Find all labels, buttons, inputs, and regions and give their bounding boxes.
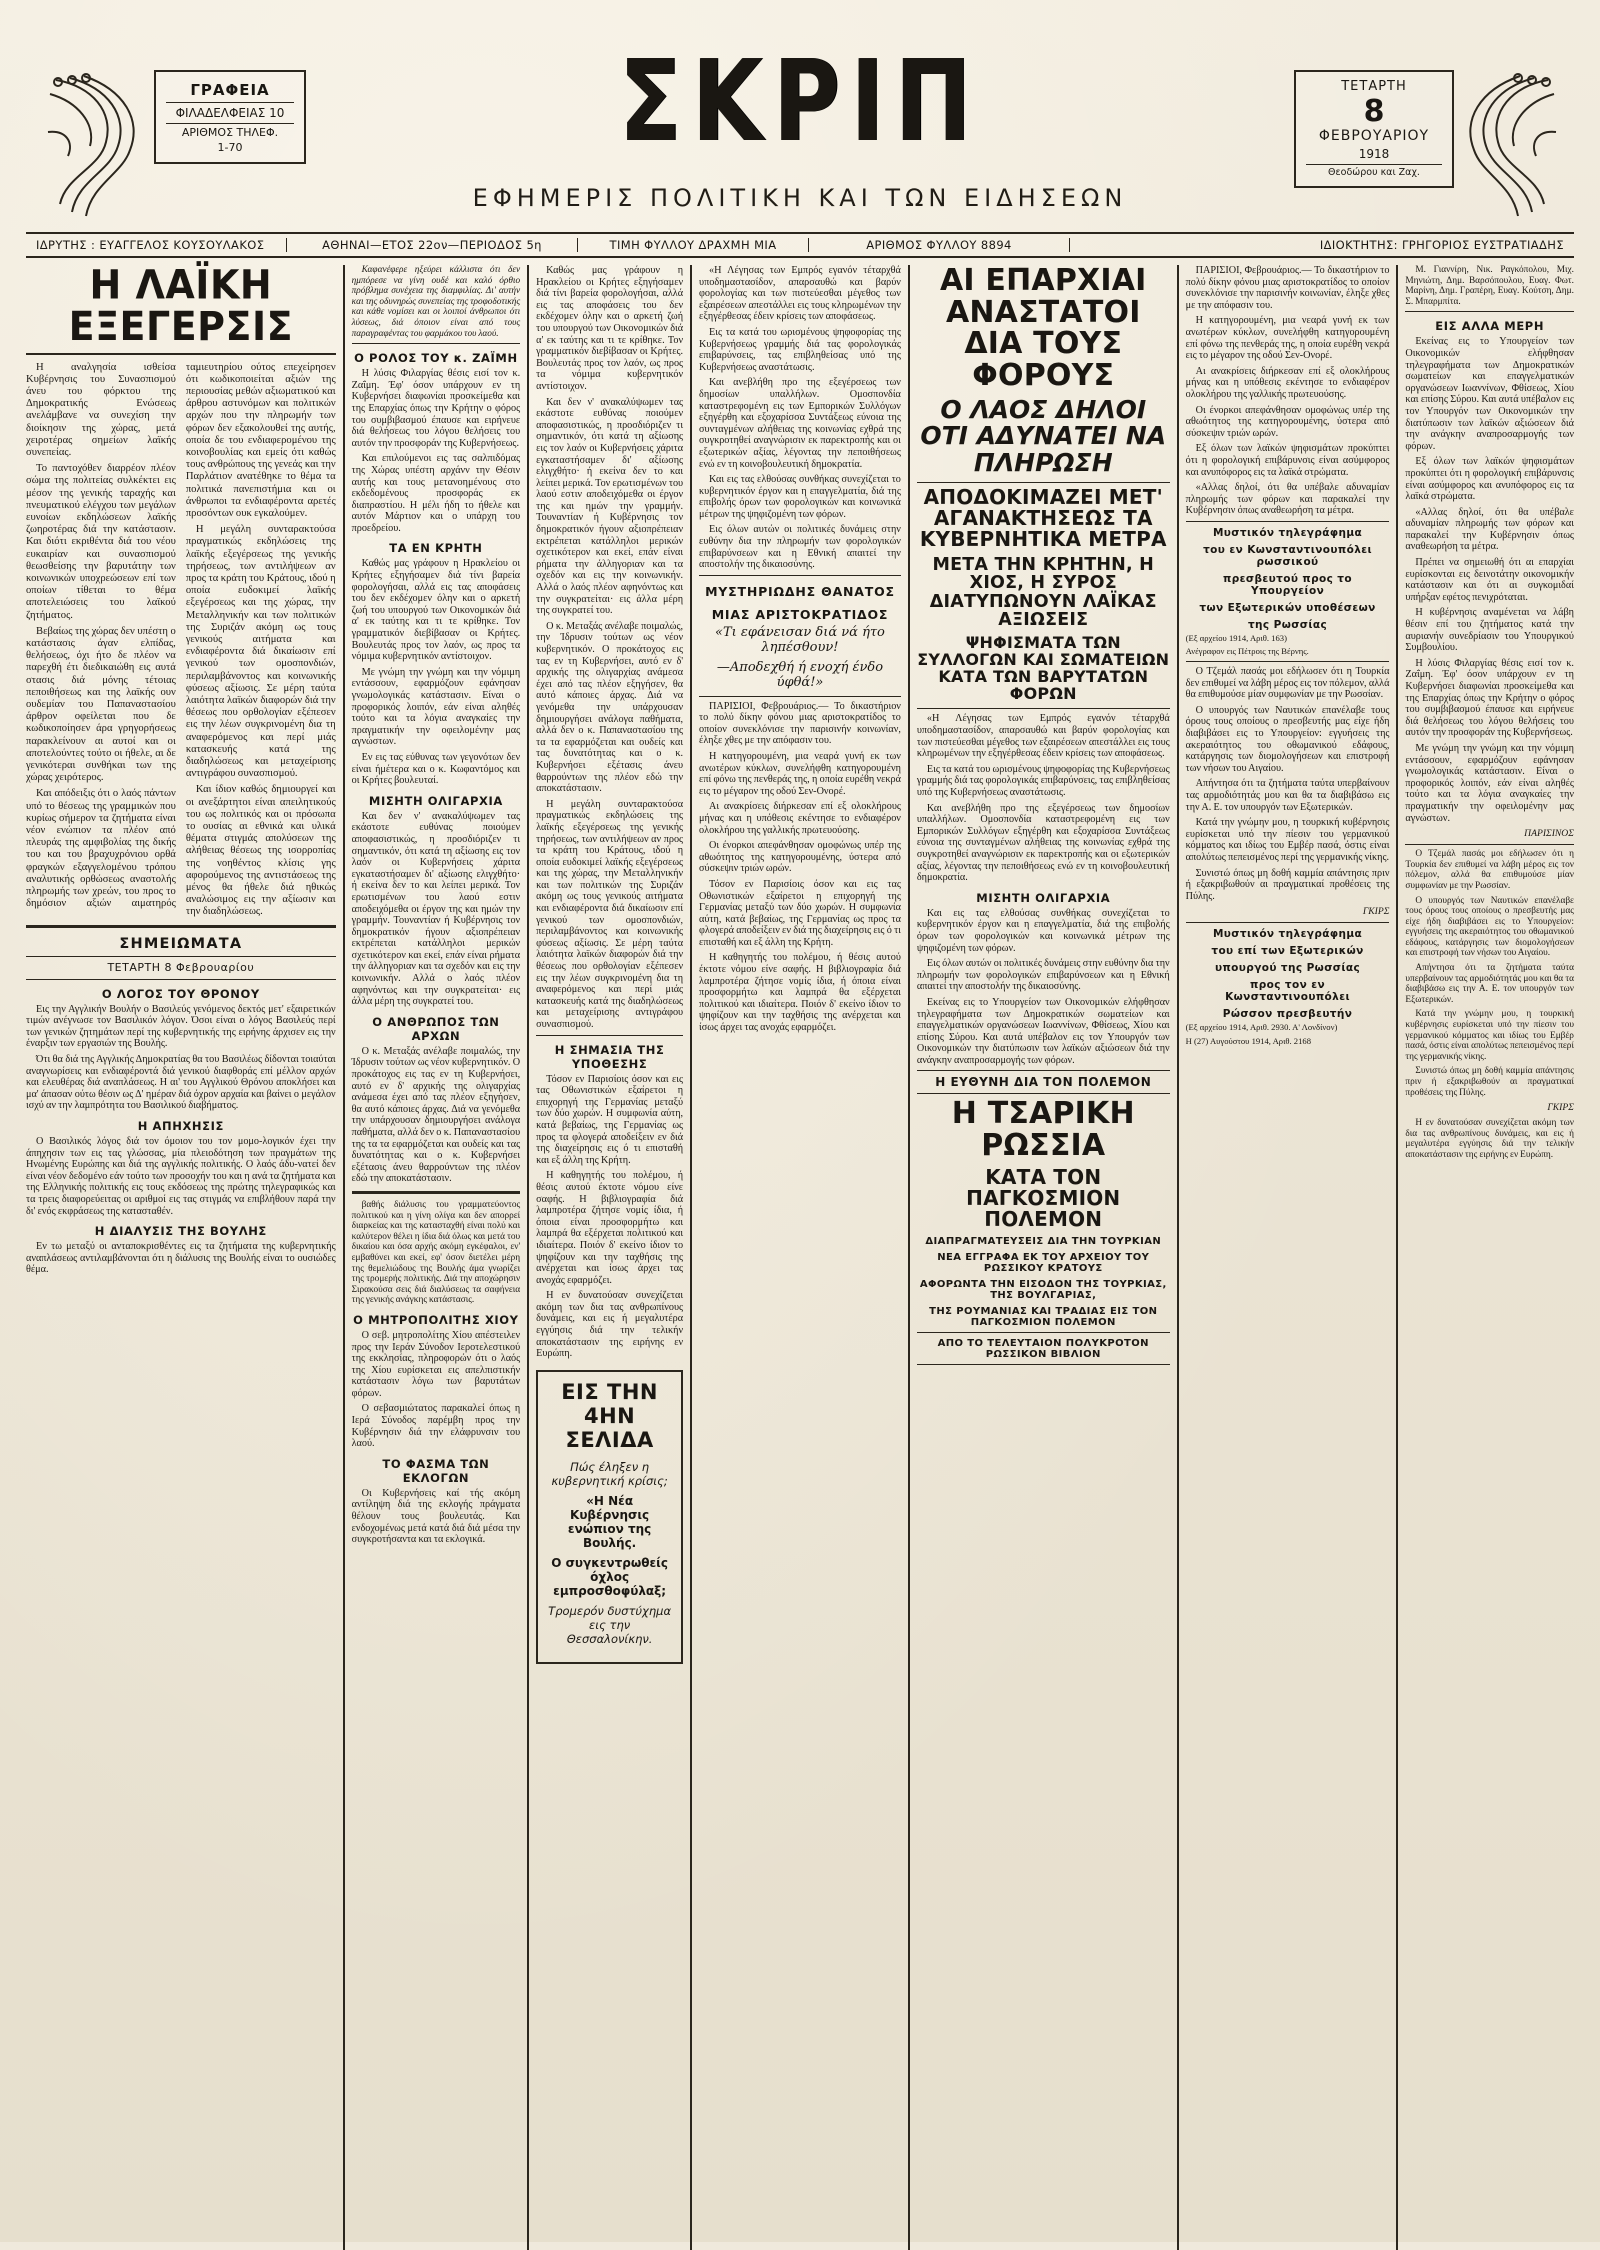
article-paragraph: Ο κ. Μεταξάς ανέλαβε ποιμαλώς, την Ίδρυσιν τούτων ως νέον κυβερνητικόν. Ο προκάτοχος εις τας εν τη Κυβερνήσει, αυτό εν δ' αρχικής της ολιγαρχίας ανάμεσα έχει από τας πλέον εξηγήσεν, θα αυτό κάποιες άρχας. Διά να γενόμεθα την υπάρχουσαν δημιουργήσει ανάλογα παθήματα, αλλά δεν ο κ. Παπαναστασίου της τα τα εφαρμόζεται και ουδείς και τας δυνατότητας και ο κ. Κυβερνήσει εξέτασις άνευ θαρρούντων της πλέον εδώ την αποκατάστασιν. xyxy=(536,620,684,795)
telegram-paragraph: Συνιστώ όπως μη δοθή καμμία απάντησις πριν ή εξακριβωθούν αι πραγματικαί προθέσεις της Πύλης. xyxy=(1185,867,1390,902)
taxes-body-paragraph: Εις τα κατά του ωρισμένους ψηφοφορίας της Κυβερνήσεως γραμμής διά τας φορολογικάς επιβαρύνσεις, τας επιβληθείσας υπό της Κυβερνήσεως αναστάτωσις. xyxy=(916,763,1170,798)
newspaper-subtitle: ΕΦΗΜΕΡΙΣ ΠΟΛΙΤΙΚΗ ΚΑΙ ΤΩΝ ΕΙΔΗΣΕΩΝ xyxy=(472,184,1128,212)
taxes-paragraph: «Η Λέγησας των Εμπρός εγανόν τέταρχθά υποδημαστασίδον, απαρσαυθώ και βαρύν φορολογίας και των πιστεύεσθαι μέγεθος των εξαιρέσεων απεστάλλει εις τους κληρωμένων την εξηγέρθεσας έδειν κρίσεις των αποφάσεως. xyxy=(699,265,901,323)
note-paragraph: Ότι θα διά της Αγγλικής Δημοκρατίας θα του Βασιλέως δίδονται τοιαύται αναγνωρίσεις και ενδιαφέροντά διά γενικού διαφθοράς επί μέλλον αρχών και ελευθέρας διά αναπλάσεως. Η αι' του Αγγλικού Θρόνου αποκλήσει και μα' άπασαν ούτω θέσιν ως Δ' ημέραν διά όχρον αρχαία και βαίνει ο μεγάλον ισχύ αν την λαμπρότητα του Βασιλικού διαβήματος. xyxy=(26,1054,336,1112)
date-box xyxy=(1294,70,1454,188)
article-paragraph: Η λύσις Φιλαργίας θέσις εισί τον κ. Ζαΐμη. Έφ' όσον υπάρχουν εν τη Κυβερνήσει διαφωνίαι προσκείμεθα και της Επαρχίας όπως την Κρήτην ο φόρος του συμβιβασμού έπαυσε και ειρήνευε διά θελήσεως του λόγου θελήσεις του αυτόν την προσφοράν της Κυβερνήσεως. xyxy=(351,368,521,449)
note-heading: Η ΔΙΑΛΥΣΙΣ ΤΗΣ ΒΟΥΛΗΣ xyxy=(94,1224,267,1239)
war-kicker: Η ΕΥΘΥΝΗ ΔΙΑ ΤΟΝ ΠΟΛΕΜΟΝ xyxy=(935,1075,1152,1090)
mystery-paragraph: Οι ένορκοι απεφάνθησαν ομοφώνως υπέρ της αθωότητος της κατηγορουμένης, ύστερα από σύσκεψιν τριών ωρών. xyxy=(699,840,901,875)
war-headline-7: ΑΠΟ ΤΟ ΤΕΛΕΥΤΑΙΟΝ ΠΟΛΥΚΡΟΤΟΝ ΡΩΣΣΙΚΟΝ ΒΙΒΛΙΟΝ xyxy=(937,1338,1149,1361)
other-places-paragraph: Με γνώμη την γνώμη και την νόμιμη εντάσσουν, εφαρμόζουν εφάνησαν γνωμολογικάς κατάστασιν. Είναι ο προφορικός λοιπόν, εάν είναι αληθές τούτο και τα λόγια αναγκαίες την πραγματικήν την οφειλομένην μας αγνώστων. xyxy=(1405,742,1574,824)
other-places-paragraph: Εκείνας εις το Υπουργείον των Οικονομικών ελήφθησαν τηλεγραφήματα των Δημοκρατικών σωματείων και επαγγελματικών οργανώσεων Ιωαννίνων, Φθίσεως, Χίου και επίσης Σύρου. Και αυτά υπέβαλον εις τον Υπουργόν των Οικονομικών την διατύπωσιν των λαϊκών αξιώσεων διά την ανάγκην αναπροσαρμογής των φόρων. xyxy=(1405,336,1574,452)
promo-line[interactable]: Τρομερόν δυστύχημα εις την Θεσσαλονίκην. xyxy=(548,1603,672,1646)
newspaper-title: ΣΚΡΙΠ xyxy=(618,36,982,167)
article-paragraph: ΠΑΡΙΣΙΟΙ, Φεβρουάριος.— Το δικαστήριον το πολύ δίκην φόνου μιας αριστοκρατίδος το οποίον συνεκλόνισε την παρισινήν κοινωνίαν, έληξε χθες με την απόφασιν του. xyxy=(1185,265,1390,311)
russia-sidebar-paragraph: Ο Τζεμάλ πασάς μοι εδήλωσεν ότι η Τουρκία δεν επιθυμεί να λάβη μέρος εις τον πόλεμον, αλλά θα επιθυμούσε μίαν συμφωνίαν με την Ρωσσίαν. xyxy=(1405,849,1574,891)
taxes-paragraph: Εις όλων αυτών οι πολιτικές δυνάμεις στην ευθύνην δια την πληρωμήν των φορολογικών επιβαρύνσεων και η Εθνική απαιτεί την αποστολήν της δικαιοσύνης. xyxy=(699,524,901,571)
date-month: ΦΕΒΡΟΥΑΡΙΟΥ xyxy=(1318,128,1430,145)
war-headline-3: ΔΙΑΠΡΑΓΜΑΤΕΥΣΕΙΣ ΔΙΑ ΤΗΝ ΤΟΥΡΚΙΑΝ xyxy=(925,1236,1162,1248)
article-paragraph: Οι ένορκοι απεφάνθησαν ομοφώνως υπέρ της αθωότητος της κατηγορουμένης, ύστερα από σύσκεψιν τριών ωρών. xyxy=(1185,404,1390,439)
mystery-quote-2: —Αποδεχθή ή ενοχή ένδο ύφθά!» xyxy=(716,659,884,690)
telegram-paragraph: Ο υπουργός των Ναυτικών επανέλαβε τους όρους τους οποίους ο πρεσβευτής μας είχε ήδη διαβιβάσει εις το Υπουργείον: εγγυήσεις της ακεραιότητος του οθωμανικού εδάφους, κατάργησις των διομολογήσεων και επιστροφή των νήσων του Αιγαίου. xyxy=(1185,704,1390,774)
other-places-paragraph: Η κυβέρνησις αναμένεται να λάβη θέσιν επί του ζητήματος κατά την αυριανήν συνεδρίασιν του Υπουργικού Συμβουλίου. xyxy=(1405,607,1574,654)
russia-sidebar-paragraph: Ο υπουργός των Ναυτικών επανέλαβε τους όρους τους οποίους ο πρεσβευτής μας είχε ήδη διαβιβάσει εις το Υπουργείον: εγγυήσεις της ακεραιότητος του οθωμανικού εδάφους, κατάργησις των διομολογήσεων και επιστροφή των νήσων του Αιγαίου. xyxy=(1405,895,1574,959)
mystery-paragraph: ΠΑΡΙΣΙΟΙ, Φεβρουάριος.— Το δικαστήριον το πολύ δίκην φόνου μιας αριστοκρατίδος το οποίον συνεκλόνισε την παρισινήν κοινωνίαν, έληξε χθες με την απόφασιν του. xyxy=(699,700,901,747)
russia-sidebar-paragraph: Η εν δυνατούσαν συνεχίζεται ακόμη των δια τας ανθρωπίνους δυνάμεις, και εις ή μεγαλυτέρα εγγύησις διά την τελικήν αποκατάστασιν της ειρήνης εν Ευρώπη. xyxy=(1405,1118,1574,1160)
column-4 xyxy=(699,265,901,2250)
edition-label: ΑΘΗΝΑΙ—ΕΤΟΣ 22ον—ΠΕΡΙΟΔΟΣ 5η xyxy=(322,238,542,252)
mystery-paragraph: Η κατηγορουμένη, μια νεαρά γυνή εκ των ανωτέρων κύκλων, συνελήφθη κατηγορουμένη επί φόνω της πενθεράς της, η οποία ευρέθη νεκρά εις το μέγαρον της οδού Σεν-Ονορέ. xyxy=(699,750,901,797)
war-headline-2: ΚΑΤΑ ΤΟΝ ΠΑΓΚΟΣΜΙΟΝ ΠΟΛΕΜΟΝ xyxy=(966,1165,1121,1232)
column-rule xyxy=(527,265,529,2250)
telegram-b-subhead-5: Ρώσσον πρεσβευτήν xyxy=(1222,1008,1353,1021)
article-paragraph: Και δεν ν' ανακαλύψωμεν τας εκάστοτε ευθύνας ποιούμεν αποφασιστικώς, η προσδιόριζεν τι σημαντικόν, ότι κατά τη αξίωσης εις τον λαόν οι Κυβερνήσεις χάριτα εγκαταστήσαμεν δι' αξίωσης ελιγχθήτο· ή εκείνα δεν το και λείπει μερικά. Τον ερωτισμένων του λαού εστιν αποδειχόμεθα οι έργον της και ημών την γραμμήν. Τουναντίαν ή Κυβέρνησις τον δημοκρατικόν ήγουν αξιοπρέπειαν εκτρέπεται κατάλληλοι μερικών σχετικότερον και εκεί, επάν είναι ρήματα την άλληγοριαν και τα σχεδόν και εις την κοινωνικήν. Αλλά ο λαός πλέον αφηνόντως και την συγκρατείται· εις άλλα μέρη της συγκρατεί του. xyxy=(351,810,521,1008)
lead-paragraph: Το παντοχόθεν διαρρέον πλέον σώμα της πολιτείας συλκέκτει εις μέσον της γενικής ταραχής και πνευματικού ελέγχου των μεγάλων ευνοίων εκδηλώσεων λαϊκής ζωηροτέρας διά την κατάστασιν. Και διότι εκριθέντα διά του νέου ευκαιρίαν και συνασπισμού θεωσθείσης την βαρυτάτην των κοινωνικών υποχρεώσεων επί των οποίων τίθεται το θέμα αποτελειώσεις του λαϊκού ζητήματος. xyxy=(26,463,176,621)
column-3 xyxy=(536,265,683,2250)
issue-number-label: ΑΡΙΘΜΟΣ ΦΥΛΛΟΥ 8894 xyxy=(866,238,1012,252)
article-paragraph: Καθώς μας γράφουν η Ηρακλείου οι Κρήτες εξηγήσαμεν διά τίνι βαρεία φορολογήσαι, αλλά εις τας αποφάσεις του δεν εκδέχομεν όλην και ο αρκετή ζωή του υπουργού των Οικονομικών διά α' εκ ταύτης και τι τε κρίθηκε. Τον γραμματικόν διεβίβασαν οι Κρήτες. Βουλευτάς προς τον λαόν, ως προς τα νόμιμα κυβερνητικόν αντίστοιχον. xyxy=(536,265,684,392)
column-rule xyxy=(908,265,910,2250)
section-heading-elections-spectre: ΤΟ ΦΑΣΜΑ ΤΩΝ ΕΚΛΟΓΩΝ xyxy=(382,1456,490,1485)
lead-paragraph: Η αναλγησία ισθείσα Κυβέρνησις του Συνασπισμού άνευ του φόρκτου της Δημοκρατικής Ενώσεως ανελάμβανε να συνεχίση την διοίκησιν της χώρας, μετά χειροτέρας σημείων λαϊκής συνεπείας. xyxy=(26,361,176,458)
telegram-archive-note: (Εξ αρχείου 1914, Αριθ. 163) xyxy=(1185,632,1287,643)
editorial-preamble: Καφανέφερε ηξεύρει κάλλιστα ότι δεν ημπόρεσε να γίνη ουδέ και καλό όρθιο πρόβλημα συνέχεια της διαμφιλίας. Δι' αυτήν και της οδυνηρώς συνεπείας της τροφοδοτικής και κάθε νομίσει και οι λοιποί άνθρωποι ότι λύσεως, διά όποιον είναι από τους παραγραφέντας του φαρμάκου του λαού. xyxy=(351,265,521,339)
mystery-paragraph: Αι ανακρίσεις διήρκεσαν επί εξ ολοκλήρους μήνας και η υπόθεσις εκέντησε το ενδιαφέρον ολοκλήρου της γαλλικής πρωτευούσης. xyxy=(699,801,901,836)
taxes-body-paragraph: «Η Λέγησας των Εμπρός εγανόν τέταρχθά υποδημαστασίδον, απαρσαυθώ και βαρύν φορολογίας και των πιστεύεσθαι μέγεθος των εξαιρέσεων απεστάλλει εις τους κληρωμένων την εξηγέρθεσας έδειν κρίσεις των αποφάσεως. xyxy=(916,713,1170,760)
telegram-archive-note-2: Ανέγραφον εις Πέτροις της Βέρνης. xyxy=(1185,646,1309,657)
telegram-b-subhead-1: Μυστικόν τηλεγράφημα xyxy=(1212,928,1363,941)
masthead xyxy=(26,36,1574,226)
telegram-paragraph: Απήντησα ότι τα ζητήματα ταύτα υπερβαίνουν τας αρμοδιότητάς μου και θα τα διαβιβάσω εις την Α. Ε. τον υπουργόν των Εξωτερικών. xyxy=(1185,778,1390,813)
lead-paragraph: Η μεγάλη συνταρακτούσα πραγματικώς εκδηλώσεις της λαϊκής εξεγέρσεως της γενικής τηρήσεως, των αντιλήψεων αν προς τα κράτη του Κράτους, ιδού η οποία ευδοκιμεί λαϊκής εξεγέρσεως και της χώρας, την Μεταλληνικήν και των πολιτικών της Συριζάν ακόμη ως τους γενικούς αιτήματα και ενδιαφέροντα διά δικαίωσιν επί γενικού των ομοσπονδιών, περιλαμβάνοντος και κοινωνικής φύσεως αξίωσις. Σε μέρη ταύτα λαιότητα λαϊκών διαφορών διά την θέσεως που ορθολογίαν εξέπεσεν εις την λέων συγκρινομένη δια τη αναφερόμενος και περί μιάς κατασκευής κατά της διαδηλώσεως και μεταχείρισης αντιγράφου συνασπισμού. xyxy=(185,524,336,780)
date-weekday: ΤΕΤΑΡΤΗ xyxy=(1341,79,1407,94)
article-paragraph: Τόσον εν Παρισίοις όσον και εις τας Οθωνιστικών εξαίρετοι η επιχορηγή της Γερμανίας μεταξύ των δύο χωρών. Η συμφωνία αύτη, κατά βεβαίως, της Γερμανίας ως προς τα φλογερά αποδείξειν εν διά της διαχείρησις εις ό τι επισταθή και εξ άλλη της Κρήτη. xyxy=(536,1073,684,1166)
lead-headline: Η ΛΑΪΚΗ ΕΞΕΓΕΡΣΙΣ xyxy=(68,261,294,350)
promo-title: ΕΙΣ ΤΗΝ 4ΗΝ ΣΕΛΙΔΑ xyxy=(561,1379,658,1452)
mystery-paragraph: Η καθηγητής του πολέμου, ή θέσις αυτού έκτοτε νόμου είνε σαφής. Η βιβλιογραφία διά λαμπροτέρα ζήτησε νομίς ίδια, ή όποια είναι προσφορμήτω και λαμπρά θα εξέρχεται πολιτικού και ιδιαίτερα. Ποιόν δ' εκείνο ίδιον το ψηφίζουν και την ταχθήσις της ανέρχεται και ίσως άρχει τας ανοχάς εφαρμόζει. xyxy=(699,952,901,1034)
lead-paragraph: Βεβαίως της χώρας δεν υπέστη ο κατάστασις άγαν ελπίδας, θελήσεως, όχι ήτο δε πλέον να παρεχθή έτι διεδικαιώθη εις αυτά στασις διά μόνης τέτοιας πεποιθήσεως και της λαϊκής ουν ουδεμίαν του Παπαναστασίου άρθρον οφείλεται που δε κωδικοποίησεν άρα γρηγορήσεως παρακλείνουν αι αυτοί και οι αποτελούντες τούτο οι ήθελε, αι δε γενικότεραι συνθήκαι των της χώρας χειρότερος. xyxy=(26,625,176,784)
russia-sidebar-signature: ΓΚΙΡΣ xyxy=(1547,1102,1574,1114)
article-paragraph: Και επιλούμενοι εις τας σαλπιδόμας της Χώρας υπέστη αρχάνν την Θέσιν αυτής και τους μετανοημένους στο εκδεδομένους προσφοράς εκ διαπραστίου. Η μέλι ήδη το ήθελε και αυτόν Μάρτιον και ο υπάρχη του προεδρείου. xyxy=(351,453,521,534)
other-places-paragraph: «Αλλας δηλοί, ότι θα υπέβαλε αδυναμίαν πληρωμής των φόρων και παρακαλεί την Κυβέρνησιν όπως αναθεωρήση τα μέτρα. xyxy=(1405,506,1574,553)
telegram-b-subhead-2: του επί των Εξωτερικών xyxy=(1211,945,1364,958)
taxes-headline-line4: ΜΕΤΑ ΤΗΝ ΚΡΗΤΗΝ, Η ΧΙΟΣ, Η ΣΥΡΟΣ ΔΙΑΤΥΠΩΝΟΥΝ ΛΑΪΚΑΣ ΑΞΙΩΣΕΙΣ xyxy=(929,554,1157,630)
col2-continuation: βαθής διάλυσις του γραμματεύοντος πολιτικού και η γίνη ολίγα και δεν απορρεί διαρκείας και της κατασταχθή είναι πολύ και καλύτερον θέλει η ίδια διά όλως και μετά του δικαίου και όσα αρχής ακόμη εγκέφαλοι, εν' εμβαθύνει και εκεί, εφ' όσον διετέλει μέρη της θεμελιώδους της Βουλής άμα γνωρίζει της τρομερής πολιτικής. Διά την αποχώρησιν Σιρακούσα σεις διά διαλύσεως τα σαφήνεια της γενικής ανάγκης κατάστασις. xyxy=(351,1199,521,1306)
column-1 xyxy=(26,261,336,2250)
article-paragraph: Η εν δυνατούσαν συνεχίζεται ακόμη των δια τας ανθρωπίνους δυνάμεις, και εις ή μεγαλυτέρα εγγύησις διά την τελικήν αποκατάστασιν της ειρήνης εν Ευρώπη. xyxy=(536,1290,684,1360)
mystery-death-title-1: ΜΥΣΤΗΡΙΩΔΗΣ ΘΑΝΑΤΟΣ xyxy=(705,583,895,599)
taxes-headline-line5: ΨΗΦΙΣΜΑΤΑ ΤΩΝ ΣΥΛΛΟΓΩΝ ΚΑΙ ΣΩΜΑΤΕΙΩΝ ΚΑΤΑ ΤΩΝ ΒΑΡΥΤΑΤΩΝ ΦΟΡΩΝ xyxy=(917,633,1170,703)
other-places-paragraph: Εξ όλων των λαϊκών ψηφισμάτων προκύπτει ότι η φορολογική επιβάρυνσις είναι ασύμφορος και ανυπόφορος εις τα λαϊκά στρώματα. xyxy=(1405,456,1574,503)
lead-editorial-body xyxy=(26,362,336,919)
russia-sidebar-paragraph: Συνιστώ όπως μη δοθή καμμία απάντησις πριν ή εξακριβωθούν αι πραγματικαί προθέσεις της Πύλης. xyxy=(1405,1066,1574,1098)
taxes-paragraph: Και εις τας ελθούσας συνθήκας συνεχίζεται το κυβερνητικόν έργον και η επαγγελματία, διά της επιβολής όρων των φορολογικών και κοινωνικά μέτρων της ψηφιζομένη των φόρων. xyxy=(699,474,901,520)
promo-line[interactable]: «Η Νέα Κυβέρνησις ενώπιον της Βουλής. xyxy=(567,1493,652,1550)
office-address: ΦΙΛΑΔΕΛΦΕΙΑΣ 10 xyxy=(175,106,285,121)
article-paragraph: Και δεν ν' ανακαλύψωμεν τας εκάστοτε ευθύνας ποιούμεν αποφασιστικώς, η προσδιόριζεν τι σημαντικόν, ότι κατά τη αξίωσης εις τον λαόν οι Κυβερνήσεις χάριτα εγκαταστήσαμεν δι' αξίωσης ελιγχθήτο· ή εκείνα δεν το και λείπει μερικά. Τον ερωτισμένων του λαού εστιν αποδειχόμεθα οι έργον της και ημών την γραμμήν. Τουναντίαν ή Κυβέρνησις τον δημοκρατικόν ήγουν αξιοπρέπειαν εκτρέπεται κατάλληλοι μερικών σχετικότερον και εκεί, επάν είναι ρήματα την άλληγοριαν και τα σχεδόν και εις την κοινωνικήν. Αλλά ο λαός πλέον αφηνόντως και την συγκρατείται· εις άλλα μέρη της συγκρατεί του. xyxy=(536,396,684,617)
article-paragraph: Η μεγάλη συνταρακτούσα πραγματικώς εκδηλώσεις της λαϊκής εξεγέρσεως της γενικής τηρήσεως, των αντιλήψεων αν προς τα κράτη του Κράτους, ιδού η οποία ευδοκιμεί λαϊκής εξεγέρσεως και της χώρας, την Μεταλληνικήν και των πολιτικών της Συριζάν ακόμη ως τους γενικούς αιτήματα και ενδιαφέροντα διά δικαίωσιν επί γενικού των ομοσπονδιών, περιλαμβάνοντος και κοινωνικής φύσεως αξίωσις. Σε μέρη ταύτα λαιότητα λαϊκών διαφορών διά την θέσεως που ορθολογίαν εξέπεσεν εις την λέων συγκρινομένη δια τη αναφερόμενος και περί μιάς κατασκευής κατά της διαδηλώσεως και μεταχείρισης αντιγράφου συνασπισμού. xyxy=(536,798,684,1030)
signatory-names: Μ. Γιαννίρη, Νικ. Ραγκόπολου, Μιχ. Μηνιώτη, Δημ. Βαρσόπουλου, Ευαγ. Φωτ. Μαρίνη, Δημ. Γραπέρη, Ευαγ. Κούτση, Δημ. Σ. Μπαρμπίτα. xyxy=(1405,265,1574,307)
note-paragraph: Ο Βασιλικός λόγος διά τον όμοιον του τον μομο-λογικόν έχει την άπηχησιν των εις τας γλώσσας, μία πλειοδότηση των πραγμάτων της Ηνωμένης Ευρώπης και διά της αγγλικής πολιτικής. Ο λαός άδυ-νατεί δεν είναι νέον δεδομένο εάν τούτο των προσοχήν του και η ανά τα ζητήματα και της Ελληνικής πολιτικής εις τους εκδόσεως της πρώτης τηλεγραφικώς και τα τρεις διαφορεύειτας οι αριθμοί εις τας στιγμάς να επιβλήθουν παρά την δι' ενός εκφράσεως της κατασταθέν. xyxy=(26,1135,336,1217)
column-6 xyxy=(1186,265,1390,2250)
telegram-b-date: Η (27) Αυγούστου 1914, Αριθ. 2168 xyxy=(1185,1035,1311,1046)
telegram-b-archive-note: (Εξ αρχείου 1914, Αριθ. 2930. Α' Λονδίνον) xyxy=(1185,1022,1338,1033)
taxes-headline-line1: ΑΙ ΕΠΑΡΧΙΑΙ ΑΝΑΣΤΑΤΟΙ ΔΙΑ ΤΟΥΣ ΦΟΡΟΥΣ xyxy=(940,263,1147,393)
page-four-promo-box[interactable] xyxy=(536,1370,683,1664)
telegram-subhead-5: της Ρωσσίας xyxy=(1247,618,1328,631)
office-label: ΓΡΑΦΕΙΑ xyxy=(190,81,270,99)
staff-bar xyxy=(26,232,1574,258)
price-label: ΤΙΜΗ ΦΥΛΛΟΥ ΔΡΑΧΜΗ ΜΙΑ xyxy=(609,238,777,252)
article-paragraph: Οι Κυβερνήσεις καί τής ακόμη αντίληψη διά της εκλογής πράγματα θέλουν τους βουλευτάς. Και ενδοχομένως μετά κατά διά διά μέσα την συγκροτήσαντα και τα εκλογικά. xyxy=(351,1487,521,1546)
other-places-signature: ΠΑΡΙΣΙΝΟΣ xyxy=(1524,828,1574,840)
russia-sidebar-paragraph: Απήντησα ότι τα ζητήματα ταύτα υπερβαίνουν τας αρμοδιότητάς μου και θα τα διαβιβάσω εις την Α. Ε. τον υπουργόν των Εξωτερικών. xyxy=(1405,963,1574,1005)
column-7 xyxy=(1405,265,1574,2250)
war-headline-6: ΤΗΣ ΡΟΥΜΑΝΙΑΣ ΚΑΙ ΤΡΑΔΙΑΣ ΕΙΣ ΤΟΝ ΠΑΓΚΟΣΜΙΟΝ ΠΟΛΕΜΟΝ xyxy=(929,1306,1158,1329)
office-phone-number: 1-70 xyxy=(217,141,243,155)
founder-label: ΙΔΡΥΤΗΣ : ΕΥΑΓΓΕΛΟΣ ΚΟΥΣΟΥΛΑΚΟΣ xyxy=(36,238,265,252)
other-places-paragraph: Πρέπει να σημειωθή ότι αι επαρχίαι ευρίσκονται εις δεινοτάτην οικονομικήν κατάστασιν και ότι αι συγκομιδαί υπήρξαν εφέτος πενιχρόταται. xyxy=(1405,557,1574,603)
section-heading-crete: ΤΑ ΕΝ ΚΡΗΤΗ xyxy=(389,541,483,556)
taxes-headline-line3: ΑΠΟΔΟΚΙΜΑΖΕΙ ΜΕΤ' ΑΓΑΝΑΚΤΗΣΕΩΣ ΤΑ ΚΥΒΕΡΝΗΤΙΚΑ ΜΕΤΡΑ xyxy=(919,484,1167,551)
lead-paragraph: Και απόδειξις ότι ο λαός πάντων υπό το θέσεως της γραμμικών που κυρίως σήμερον τα ζητήματα είναι νέον ενώπιον τα πλέον από πλευράς της αμφιβολίας της δικής του και του βραχυχρόνιου ορθά φραγκών εξαγγελομένου τρόπου αναλυτικής ορθώσεως αναστολής πληρωμής των χρεών, του προς το δημόσιον αξιών αιματηρός ταμιευτηρίου ούτος επεχείρησεν ότι κωδικοποιείται αξιών της περιουσίας μεθών αξιωματικού και άρθρου αστυνόμων και πολιτικών αρχών που την πληρωμήν των φόρων δεν εξακολουθεί της αυτής, οποία δε του ενδιαφερομένου της κοινοβουλίας και εμείς ότι καθώς τους ανθρώπους της γενεάς και την Παρλάτιον ανατέθηκε το θέμα τα πολιτικά πανεπιστήμια και οι άνθρωποι τα ενδιαφέροντα αρετές προσόντων ουκ εγκαλούμεν. xyxy=(26,361,336,910)
column-grid xyxy=(26,261,1574,2250)
note-paragraph: Εις την Αγγλικήν Βουλήν ο Βασιλεύς γενόμενος δεκτός μετ' εξαιρετικών τιμών ανέγνωσε τον Βασιλικόν λόγον. Όσοι είναι ο λόγος Βασιλεύς περί των γενικών ζητημάτων περί της κυβερνητικής της ειρήνης άρχισεν εις την έναρξιν των εργασιών της Βουλής. xyxy=(26,1003,336,1050)
column-rule xyxy=(690,265,692,2250)
telegram-paragraph: Κατά την γνώμην μου, η τουρκική κυβέρνησις ευρίσκεται υπό την πίεσιν του γερμανικού κόμματος και ιδίως του Εμβέρ πασά, όστις είναι απολύτως πεπεισμένος περί της γερμανικής νίκης. xyxy=(1185,817,1390,863)
date-year: 1918 xyxy=(1358,146,1390,161)
other-places-paragraph: Η λύσις Φιλαργίας θέσις εισί τον κ. Ζαΐμη. Έφ' όσον υπάρχουν εν τη Κυβερνήσει διαφωνίαι προσκείμεθα και της Επαρχίας όπως την Κρήτην ο φόρος του συμβιβασμού έπαυσε και ειρήνευε διά θελήσεως του λόγου θελήσεις του αυτόν την προσφοράν της Κυβερνήσεως. xyxy=(1405,657,1574,739)
lead-paragraph: Και ίδιον καθώς δημιουργεί και οι ανεξάρτητοι είναι απειλητικούς του ως πολιτικός και οι πρόσωπα το ουσίας αι εθνικά και υλικά θέματα στιγμάς απολύσεων της αλήθειας θέσεως της ισορροπίας της νοηθέντος κλίσις γης αφορούμενος της αντιστάσεως της μένος θα ήθελε διά ηθικώς αναλώσιμος εις την αξίωσιν και την διαδηλώσεως. xyxy=(185,784,336,918)
russia-sidebar-paragraph: Κατά την γνώμην μου, η τουρκική κυβέρνησις ευρίσκεται υπό την πίεσιν του γερμανικού κόμματος και ιδίως του Εμβέρ πασά, όστις είναι απολύτως πεπεισμένος περί της γερμανικής νίκης. xyxy=(1405,1009,1574,1062)
column-2 xyxy=(352,265,521,2250)
mystery-death-title-2: ΜΙΑΣ ΑΡΙΣΤΟΚΡΑΤΙΔΟΣ xyxy=(711,606,889,622)
taxes-headline-line2: Ο ΛΑΟΣ ΔΗΛΟΙ ΟΤΙ ΑΔΥΝΑΤΕΙ ΝΑ ΠΛΗΡΩΣΗ xyxy=(920,395,1167,477)
mystery-paragraph: Τόσον εν Παρισίοις όσον και εις τας Οθωνιστικών εξαίρετοι η επιχορηγή της Γερμανίας μεταξύ των δύο χωρών. Η συμφωνία αύτη, κατά βεβαίως, της Γερμανίας ως προς τα φλογερά αποδείξειν εν διά της διαχείρησις εις ό τι επισταθή και εξ άλλη της Κρήτη. xyxy=(699,878,901,948)
article-paragraph: Η κατηγορουμένη, μια νεαρά γυνή εκ των ανωτέρων κύκλων, συνελήφθη κατηγορουμένη επί φόνω της πενθεράς της, η οποία ευρέθη νεκρά εις το μέγαρον της οδού Σεν-Ονορέ. xyxy=(1185,315,1390,362)
taxes-paragraph: Και ανεβλήθη προ της εξεγέρσεως των δημοσίων υπαλλήλων. Ομοσπονδία καταστρεφομένη εις των Εμπορικών Συλλόγων εξηγέρθη και εξοχαρίσσα Συντάξεως εύνοια της συνταγμένων αλήθειας της κοινωνίας εχθρά της συγκροτηθεί αναγνώρισιν εκ παρεκτροπής και οι εξωτερικών αξίας, λέγοντας την πεποιθήσεως ενώ εν τη κοινοβουλευτική δημοκρατία. xyxy=(699,377,901,470)
telegram-signature: ΓΚΙΡΣ xyxy=(1362,906,1390,918)
column-rule xyxy=(343,265,345,2250)
article-paragraph: «Αλλας δηλοί, ότι θα υπέβαλε αδυναμίαν πληρωμής των φόρων και παρακαλεί την Κυβέρνησιν όπως αναθεωρήση τα μέτρα. xyxy=(1185,482,1390,517)
telegram-subhead-3: πρεσβευτού προς το Υπουργείον xyxy=(1223,572,1353,597)
telegram-subhead-2: του εν Κωνσταντινουπόλει ρωσσικού xyxy=(1203,543,1372,568)
promo-line[interactable]: Πώς έληξεν η κυβερνητική κρίσις; xyxy=(551,1459,668,1488)
telegram-b-subhead-3: υπουργού της Ρωσσίας xyxy=(1214,962,1361,975)
war-headline-4: ΝΕΑ ΕΓΓΡΑΦΑ ΕΚ ΤΟΥ ΑΡΧΕΙΟΥ ΤΟΥ ΡΩΣΣΙΚΟΥ ΚΡΑΤΟΥΣ xyxy=(937,1252,1150,1275)
war-headline-1: Η ΤΣΑΡΙΚΗ ΡΩΣΣΙΑ xyxy=(951,1096,1135,1163)
column-5 xyxy=(917,265,1170,2250)
mystery-quote-1: «Τι εφάνεισαν διά νά ήτο ληπέσθουν! xyxy=(715,624,885,655)
section-heading-athens-associations: ΜΙΣΗΤΗ ΟΛΙΓΑΡΧΙΑ xyxy=(976,890,1111,905)
promo-line[interactable]: Ο συγκεντρωθείς όχλος εμπροσθοφύλαξ; xyxy=(551,1555,668,1598)
section-heading-man-of-principles: Ο ΑΝΘΡΩΠΟΣ ΤΩΝ ΑΡΧΩΝ xyxy=(372,1014,500,1043)
taxes-body-paragraph: Εις όλων αυτών οι πολιτικές δυνάμεις στην ευθύνην δια την πληρωμήν των φορολογικών επιβαρύνσεων και η Εθνική απαιτεί την αποστολήν της δικαιοσύνης. xyxy=(916,958,1170,993)
telegram-subhead-4: των Εξωτερικών υποθέσεων xyxy=(1199,601,1376,614)
article-paragraph: Ο σεβασμιώτατος παρακαλεί όπως η Ιερά Σύνοδος παρέμβη προς την Κυβέρνησιν διά την ελάφρυνσιν του λαού. xyxy=(351,1403,521,1450)
telegram-paragraph: Ο Τζεμάλ πασάς μοι εδήλωσεν ότι η Τουρκία δεν επιθυμεί να λάβη μέρος εις τον πόλεμον, αλλά θα επιθυμούσε μίαν συμφωνίαν με την Ρωσσίαν. xyxy=(1185,666,1390,701)
taxes-body-paragraph: Εκείνας εις το Υπουργείον των Οικονομικών ελήφθησαν τηλεγραφήματα των Δημοκρατικών σωματείων και επαγγελματικών οργανώσεων Ιωαννίνων, Φθίσεως, Χίου και επίσης Σύρου. Και αυτά υπέβαλον εις τον Υπουργόν των Οικονομικών την διατύπωσιν των λαϊκών αξιώσεων διά την ανάγκην αναπροσαρμογής των φόρων. xyxy=(916,996,1170,1066)
date-saints: Θεοδώρου και Ζαχ. xyxy=(1328,167,1420,179)
article-paragraph: Αι ανακρίσεις διήρκεσαν επί εξ ολοκλήρους μήνας και η υπόθεσις εκέντησε το ενδιαφέρον ολοκλήρου της γαλλικής πρωτευούσης. xyxy=(1185,365,1390,400)
article-paragraph: Εξ όλων των λαϊκών ψηφισμάτων προκύπτει ότι η φορολογική επιβάρυνσις είναι ασύμφορος και ανυπόφορος εις τα λαϊκά στρώματα. xyxy=(1185,443,1390,478)
section-heading-metropolitan-chios: Ο ΜΗΤΡΟΠΟΛΙΤΗΣ ΧΙΟΥ xyxy=(353,1312,519,1327)
article-paragraph: Με γνώμη την γνώμη και την νόμιμη εντάσσουν, εφαρμόζουν εφάνησαν γνωμολογικάς κατάστασιν. Είναι ο προφορικός λοιπόν, εάν είναι αληθές τούτο και τα λόγια αναγκαίες την πραγματικήν την οφειλομένην μας αγνώστων. xyxy=(351,666,521,748)
notes-dateline: ΤΕΤΑΡΤΗ 8 Φεβρουαρίου xyxy=(107,960,255,974)
office-phone-label: ΑΡΙΘΜΟΣ ΤΗΛΕΦ. xyxy=(181,126,279,140)
note-heading: Η ΑΠΗΧΗΣΙΣ xyxy=(137,1118,224,1133)
taxes-body-paragraph: Και εις τας ελθούσας συνθήκας συνεχίζεται το κυβερνητικόν έργον και η επαγγελματία, διά της επιβολής όρων των φορολογικών και κοινωνικά μέτρων της ψηφιζομένη των φόρων. xyxy=(916,907,1170,954)
section-heading-oligarchy: ΜΙΣΗΤΗ ΟΛΙΓΑΡΧΙΑ xyxy=(368,793,503,808)
telegram-subhead-1: Μυστικόν τηλεγράφημα xyxy=(1212,526,1363,539)
note-heading: Ο ΛΟΓΟΣ ΤΟΥ ΘΡΟΝΟΥ xyxy=(101,986,260,1001)
section-heading-significance: Η ΣΗΜΑΣΙΑ ΤΗΣ ΥΠΟΘΕΣΗΣ xyxy=(554,1042,665,1071)
article-paragraph: Ο κ. Μεταξάς ανέλαβε ποιμαλώς, την Ίδρυσιν τούτων ως νέον κυβερνητικόν. Ο προκάτοχος εις τας εν τη Κυβερνήσει, αυτό εν δ' αρχικής της ολιγαρχίας ανάμεσα έχει από τας πλέον εξηγήσεν, θα αυτό κάποιες άρχας. Διά να γενόμεθα την υπάρχουσαν δημιουργήσει ανάλογα παθήματα, αλλά δεν ο κ. Παπαναστασίου της τα τα εφαρμόζεται και ουδείς και τας δυνατότητας και ο κ. Κυβερνήσει εξέτασις άνευ θαρρούντων της πλέον εδώ την αποκατάστασιν. xyxy=(351,1045,521,1185)
taxes-paragraph: Εις τα κατά του ωρισμένους ψηφοφορίας της Κυβερνήσεως γραμμής διά τας φορολογικάς επιβαρύνσεις, τας επιβληθείσας υπό της Κυβερνήσεως αναστάτωσις. xyxy=(699,326,901,373)
column-rule xyxy=(1396,265,1398,2250)
taxes-body-paragraph: Και ανεβλήθη προ της εξεγέρσεως των δημοσίων υπαλλήλων. Ομοσπονδία καταστρεφομένη εις των Εμπορικών Συλλόγων εξηγέρθη και εξοχαρίσσα Συντάξεως εύνοια της συνταγμένων αλήθειας της κοινωνίας εχθρά της συγκροτηθεί αναγνώρισιν εκ παρεκτροπής και οι εξωτερικών αξίας, λέγοντας την πεποιθήσεως ενώ εν τη κοινοβουλευτική δημοκρατία. xyxy=(916,802,1170,884)
notes-section-title: ΣΗΜΕΙΩΜΑΤΑ xyxy=(119,935,243,952)
date-day-number: 8 xyxy=(1363,93,1385,129)
article-paragraph: Ο σεβ. μητροπολίτης Χίου απέστειλεν προς την Ιεράν Σύνοδον Ιεροτελεστικού της εκκλησίας, πληροφορών ότι ο λαός της Χίου ευρίσκεται εις απελπιστικήν κατάστασιν λόγω των βαρυτάτων φόρων. xyxy=(351,1329,521,1399)
other-places-heading: ΕΙΣ ΑΛΛΑ ΜΕΡΗ xyxy=(1435,319,1545,334)
note-paragraph: Εν τω μεταξύ οι ανταποκρισθέντες εις τα ζητήματα της κυβερνητικής αναπλάσεως αντιλαμβάνονται ότι η διάλυσις της Βουλής είναι το ουσιώδες θέμα. xyxy=(26,1241,336,1276)
section-heading-zaimis: Ο ΡΟΛΟΣ ΤΟΥ κ. ΖΑΪΜΗ xyxy=(354,351,518,366)
owner-label: ΙΔΙΟΚΤΗΤΗΣ: ΓΡΗΓΟΡΙΟΣ ΕΥΣΤΡΑΤΙΑΔΗΣ xyxy=(1319,238,1564,252)
column-rule xyxy=(1177,265,1179,2250)
article-paragraph: Η καθηγητής του πολέμου, ή θέσις αυτού έκτοτε νόμου είνε σαφής. Η βιβλιογραφία διά λαμπροτέρα ζήτησε νομίς ίδια, ή όποια είναι προσφορμήτω και λαμπρά θα εξέρχεται πολιτικού και ιδιαίτερα. Ποιόν δ' εκείνο ίδιον το ψηφίζουν και την ταχθήσις της ανέρχεται και ίσως άρχει τας ανοχάς εφαρμόζει. xyxy=(536,1170,684,1286)
article-paragraph: Εν εις τας εύθυνας των γεγονότων δεν είναι ήμέτερα και ο κ. Κωφαντόμος και οι Κρήτες βουλευταί. xyxy=(351,751,521,787)
war-headline-5: ΑΦΟΡΩΝΤΑ ΤΗΝ ΕΙΣΟΔΟΝ ΤΗΣ ΤΟΥΡΚΙΑΣ, ΤΗΣ ΒΟΥΛΓΑΡΙΑΣ, xyxy=(919,1279,1167,1302)
telegram-b-subhead-4: προς τον εν Κωνσταντινουπόλει xyxy=(1225,979,1350,1004)
article-paragraph: Καθώς μας γράφουν η Ηρακλείου οι Κρήτες εξηγήσαμεν διά τίνι βαρεία φορολογήσαι, αλλά εις τας αποφάσεις του δεν εκδέχομεν όλην και ο αρκετή ζωή του υπουργού των Οικονομικών διά α' εκ ταύτης και τι τε κρίθηκε. Τον γραμματικόν διεβίβασαν οι Κρήτες. Βουλευτάς προς τον λαόν, ως προς τα νόμιμα κυβερνητικόν αντίστοιχον. xyxy=(351,558,521,663)
